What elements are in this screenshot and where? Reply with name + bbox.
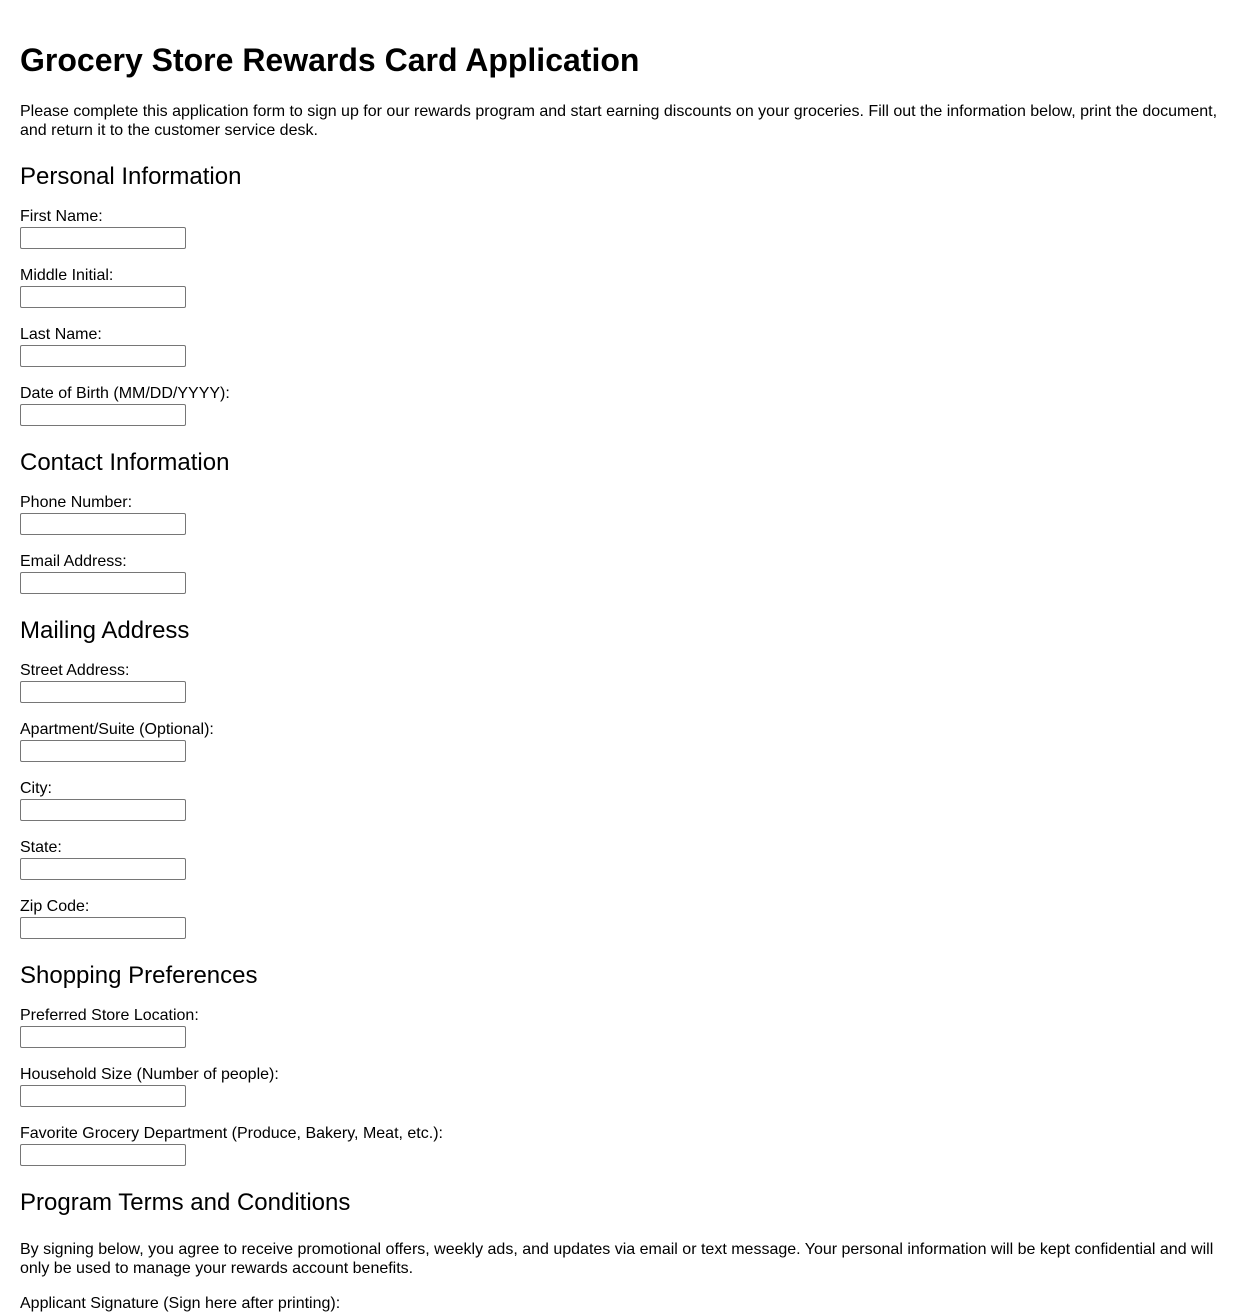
zip-code-label: Zip Code:	[20, 898, 90, 915]
middle-initial-label: Middle Initial:	[20, 267, 114, 284]
first-name-field	[20, 207, 1227, 249]
zip-code-input[interactable]	[20, 917, 186, 939]
section-title-mailing-address: Mailing Address	[20, 617, 190, 644]
preferred-store-location-label: Preferred Store Location:	[20, 1007, 199, 1024]
city-field	[20, 779, 1227, 821]
household-size-field	[20, 1065, 1227, 1107]
street-address-label: Street Address:	[20, 662, 130, 679]
mailing-address-section	[20, 618, 1227, 939]
page-title: Grocery Store Rewards Card Application	[20, 42, 640, 78]
street-address-input[interactable]	[20, 681, 186, 703]
favorite-department-field	[20, 1124, 1227, 1166]
middle-initial-input[interactable]	[20, 286, 186, 308]
street-address-field	[20, 661, 1227, 703]
apartment-suite-input[interactable]	[20, 740, 186, 762]
email-address-input[interactable]	[20, 572, 186, 594]
contact-information-section	[20, 450, 1227, 594]
date-of-birth-label: Date of Birth (MM/DD/YYYY):	[20, 385, 230, 402]
apartment-suite-label: Apartment/Suite (Optional):	[20, 721, 214, 738]
first-name-label: First Name:	[20, 208, 103, 225]
section-title-personal-information: Personal Information	[20, 163, 242, 190]
first-name-input[interactable]	[20, 227, 186, 249]
preferred-store-location-field	[20, 1006, 1227, 1048]
signature-label: Applicant Signature (Sign here after printing):	[20, 1295, 341, 1312]
section-title-shopping-preferences: Shopping Preferences	[20, 962, 258, 989]
state-input[interactable]	[20, 858, 186, 880]
section-title-contact-information: Contact Information	[20, 449, 230, 476]
phone-number-field	[20, 493, 1227, 535]
phone-number-input[interactable]	[20, 513, 186, 535]
terms-section	[20, 1190, 1227, 1313]
state-label: State:	[20, 839, 62, 856]
terms-text: By signing below, you agree to receive promotional offers, weekly ads, and updates via email or text message. Your personal information will be kept confidential and will only be used to manage your rewards account benefits.	[20, 1241, 1214, 1277]
email-address-field	[20, 552, 1227, 594]
section-title-terms: Program Terms and Conditions	[20, 1189, 351, 1216]
shopping-preferences-section	[20, 963, 1227, 1166]
favorite-department-label: Favorite Grocery Department (Produce, Bakery, Meat, etc.):	[20, 1125, 443, 1142]
city-input[interactable]	[20, 799, 186, 821]
preferred-store-location-input[interactable]	[20, 1026, 186, 1048]
date-of-birth-field	[20, 384, 1227, 426]
middle-initial-field	[20, 266, 1227, 308]
phone-number-label: Phone Number:	[20, 494, 133, 511]
household-size-label: Household Size (Number of people):	[20, 1066, 279, 1083]
city-label: City:	[20, 780, 52, 797]
date-of-birth-input[interactable]	[20, 404, 186, 426]
apartment-suite-field	[20, 720, 1227, 762]
email-address-label: Email Address:	[20, 553, 127, 570]
state-field	[20, 838, 1227, 880]
zip-code-field	[20, 897, 1227, 939]
household-size-input[interactable]	[20, 1085, 186, 1107]
favorite-department-input[interactable]	[20, 1144, 186, 1166]
last-name-input[interactable]	[20, 345, 186, 367]
last-name-label: Last Name:	[20, 326, 102, 343]
personal-information-section	[20, 164, 1227, 426]
intro-text: Please complete this application form to sign up for our rewards program and start earning discounts on your groceries. Fill out the information below, print the document, and return it to the customer service desk.	[20, 103, 1218, 139]
last-name-field	[20, 325, 1227, 367]
